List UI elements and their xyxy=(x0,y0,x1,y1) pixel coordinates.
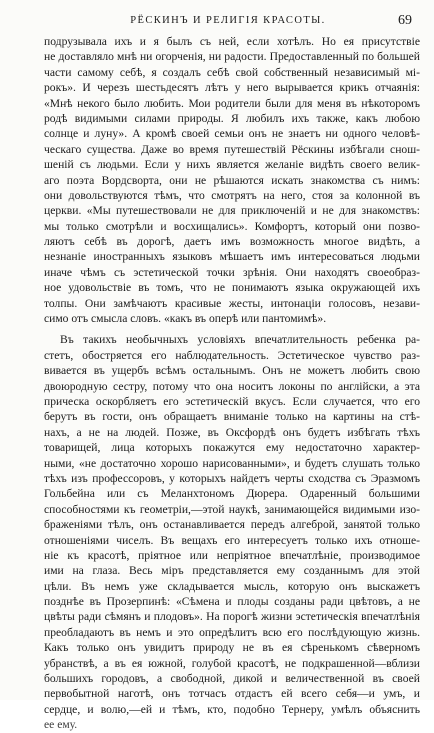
text-line: вивается въ ущербъ всѣмъ остальнымъ. Онъ не можетъ любить свою xyxy=(44,364,420,378)
text-line: иначе чѣмъ съ эстетической точки зрѣнія. Они находятъ своеобраз- xyxy=(44,265,420,279)
text-line: не доставляло мнѣ ни огорченія, ни радости. Предоставленный по большей xyxy=(44,50,420,64)
text-line: части самому себѣ, я создалъ себѣ свой собственный независимый мі- xyxy=(44,65,420,79)
text-line: большихъ городовъ, а свободной, дикой и величественной въ своей xyxy=(44,672,420,686)
text-line: симо отъ смысла словъ. «какъ въ оперѣ или пантомимѣ». xyxy=(44,312,327,326)
text-line: позднѣе въ Прозерпинѣ: «Сѣмена и плоды созданы ради цвѣтовъ, а не xyxy=(44,595,420,609)
text-line: Гольбейна или съ Меланхтономъ Дюрера. Одаренный большими xyxy=(44,487,420,501)
text-line: они довольствуются тѣмъ, что смотрятъ на него, стоя за колонной въ xyxy=(44,188,420,202)
text-line: цвѣты ради сѣмянъ и плодовъ». На порогѣ жизни эстетическія впечатлѣнія xyxy=(44,610,420,624)
text-line: преобладаютъ въ немъ и это опредѣлитъ всю его послѣдующую жизнь. xyxy=(44,625,420,639)
running-title: РЁСКИНЪ И РЕЛИГІЯ КРАСОТЫ. xyxy=(130,15,326,26)
text-line: браженіями тѣлъ, онъ останавливается передъ алгеброй, занятой только xyxy=(44,518,420,532)
text-line: ніе къ красотѣ, пріятное или непріятное впечатлѣніе, производимое xyxy=(44,548,420,562)
text-line: рокъ». И черезъ шестьдесятъ лѣтъ у него вырывается крикъ отчаянія: xyxy=(44,81,420,95)
text-line: прическа оскорбляетъ его эстетическій вкусъ. Если случается, что его xyxy=(44,394,420,408)
text-line: способностями къ геометріи,—этой наукѣ, занимающейся видимыми изо- xyxy=(44,502,420,516)
text-line: ными, «не достаточно хорошо нарисованными», и будетъ слушать только xyxy=(44,456,420,470)
text-line: ими на глаза. Весь міръ представляется ему созданнымъ для этой xyxy=(44,564,420,578)
text-line: двоюродную сестру, потому что она носитъ локоны по англійски, а эта xyxy=(44,379,420,393)
text-line: незнаніе иностранныхъ языковъ мѣшаетъ имъ интересоваться людьми xyxy=(44,250,420,264)
text-line: «Мнѣ некого было любить. Мои родители были для меня въ нѣкоторомъ xyxy=(44,96,420,110)
text-line: берутъ въ гости, онъ обращаетъ вниманіе только на картины на стѣ- xyxy=(44,410,420,424)
text-line: убранствѣ, а въ ея южной, голубой красотѣ, не подкрашенной—вблизи xyxy=(44,656,420,670)
text-line: мы только смотрѣли и восхищались». Комфортъ, который они позво- xyxy=(44,219,420,233)
text-line: ное удовольствіе въ томъ, что не понимаютъ языка окружающей ихъ xyxy=(44,281,420,295)
text-line: толпы. Они замѣчаютъ красивые жесты, интонаціи голосовъ, незави- xyxy=(44,296,420,310)
text-line: шеній съ людьми. Если у нихъ является желаніе видѣть своего велик- xyxy=(44,158,420,172)
text-line: тѣхъ изъ профессоровъ, у которыхъ найдетъ черты сходства съ Эразмомъ xyxy=(44,471,420,485)
page-number: 69 xyxy=(398,13,412,28)
text-line: отношеніями чиселъ. Въ вещахъ его интересуетъ только ихъ отноше- xyxy=(44,533,420,547)
text-line: солнце и луну». А кромѣ своей семьи онъ не знаетъ ни одного человѣ- xyxy=(44,127,420,141)
text-line: Какъ только онъ увидитъ природу не въ ея сѣренькомъ сѣверномъ xyxy=(44,641,420,655)
body-text xyxy=(44,34,420,733)
text-line: стетъ, обостряется его наблюдательность. Эстетическое чувство раз- xyxy=(44,348,420,362)
text-line: нахъ, а не на людей. Позже, въ Оксфордѣ онъ будетъ избѣгать тѣхъ xyxy=(44,425,420,439)
text-line: ческаго существа. Даже во время путешествій Рёскины избѣгали снош- xyxy=(44,142,420,156)
text-line: ее ему. xyxy=(44,718,78,732)
text-line: цѣли. Въ немъ уже складывается мысль, которую онъ выскажетъ xyxy=(44,579,420,593)
running-header xyxy=(44,13,412,35)
text-line: Въ такихъ необычныхъ условіяхъ впечатлительность ребенка ра- xyxy=(60,333,420,347)
text-line: первобытной наготѣ, онъ тотчасъ отдастъ ей всего себя—и умъ, и xyxy=(44,687,420,701)
text-line: товарищей, лица которыхъ покажутся ему недостаточно характер- xyxy=(44,441,420,455)
text-line: ляютъ себѣ въ дорогѣ, даетъ имъ возможность многое видѣть, а xyxy=(44,235,420,249)
text-line: сердце, и волю,—ей и тѣмъ, кто, подобно Тернеру, умѣлъ объяснить xyxy=(44,702,420,716)
text-line: аго поэта Вордсворта, они не рѣшаются искать знакомства съ нимъ: xyxy=(44,173,420,187)
text-line: церкви. «Мы путешествовали не для приключеній и не для знакомствъ: xyxy=(44,204,420,218)
text-line: подрузывала ихъ и я былъ съ ней, если хотѣлъ. Но ея присутствіе xyxy=(44,35,420,48)
text-line: родѣ видимыми силами природы. Я любилъ ихъ также, какъ любою xyxy=(44,111,420,125)
